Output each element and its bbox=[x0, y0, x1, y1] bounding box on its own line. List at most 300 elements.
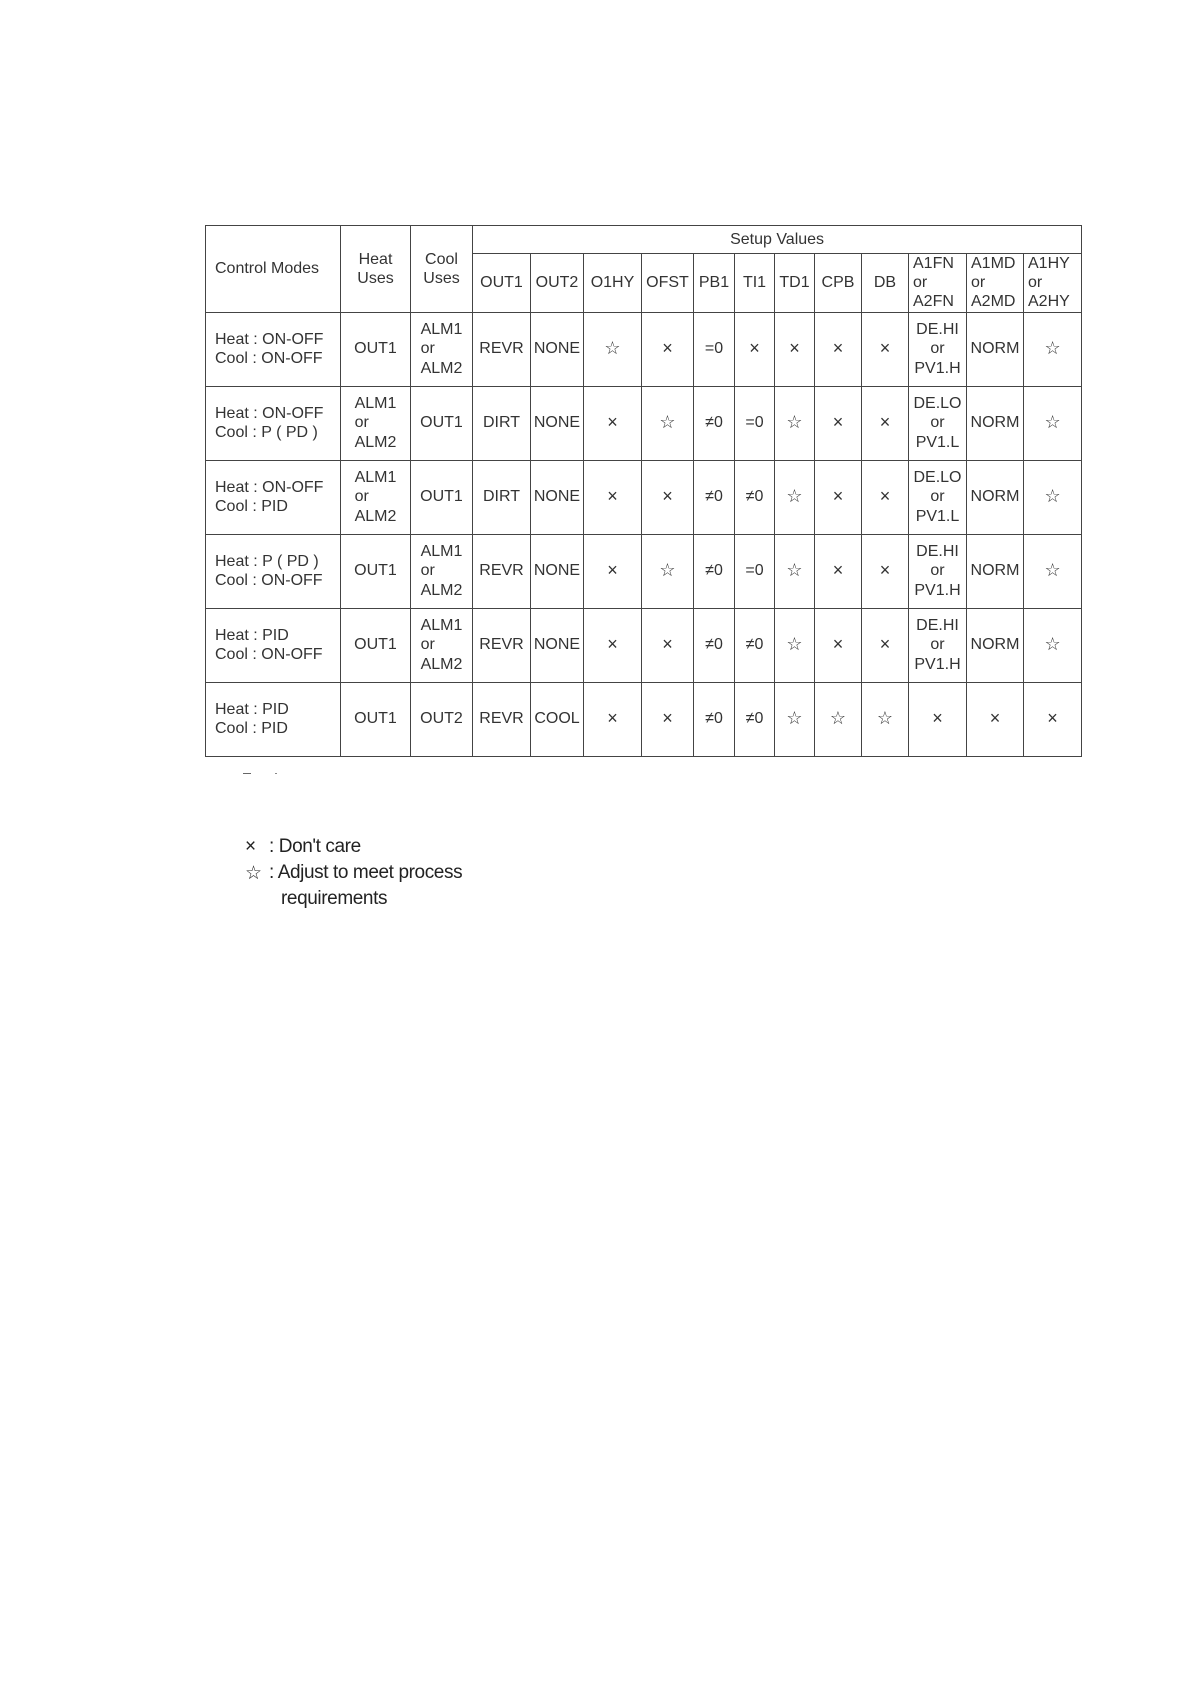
setup-value-cell bbox=[584, 534, 642, 608]
setup-value-cell bbox=[909, 608, 967, 682]
control-mode-line: Cool : PID bbox=[215, 720, 288, 738]
heat-uses-cell bbox=[341, 386, 411, 460]
heat-uses-cell-line: or bbox=[354, 488, 369, 506]
control-mode-cell bbox=[206, 386, 341, 460]
setup-value-cell bbox=[909, 386, 967, 460]
control-mode-line: Heat : P ( PD ) bbox=[215, 552, 319, 570]
setup-value-cell-line: × bbox=[832, 338, 844, 359]
control-mode-line: Cool : ON-OFF bbox=[215, 572, 323, 590]
setup-column-header-line: or bbox=[913, 274, 928, 292]
setup-value-cell-line: ☆ bbox=[1044, 634, 1061, 655]
setup-value-cell-line: × bbox=[789, 338, 800, 359]
setup-value-cell bbox=[1024, 312, 1082, 386]
setup-value-cell bbox=[862, 534, 909, 608]
setup-value-cell-content bbox=[880, 338, 891, 360]
setup-value-cell-line: NONE bbox=[533, 488, 581, 506]
setup-value-cell-content bbox=[830, 708, 846, 730]
setup-value-cell-line: × bbox=[749, 338, 760, 359]
setup-value-cell-content bbox=[914, 320, 960, 378]
setup-value-cell bbox=[531, 312, 584, 386]
setup-column-header-line: TI1 bbox=[742, 274, 767, 292]
cool-uses-cell-content bbox=[421, 320, 463, 378]
setup-value-cell bbox=[775, 312, 815, 386]
setup-value-cell-line: × bbox=[879, 634, 891, 655]
setup-value-cell bbox=[967, 608, 1024, 682]
setup-value-cell-content bbox=[607, 634, 618, 656]
setup-column-header-line: A2MD bbox=[971, 293, 1016, 311]
setup-value-cell-line: =0 bbox=[745, 562, 764, 580]
setup-column-header-line: PB1 bbox=[698, 274, 730, 292]
heat-uses-cell-content bbox=[354, 339, 397, 358]
setup-value-cell-content bbox=[659, 412, 675, 434]
setup-value-cell-content bbox=[745, 413, 763, 432]
setup-value-cell-content bbox=[971, 339, 1020, 358]
setup-value-cell-content bbox=[745, 561, 763, 580]
setup-value-cell bbox=[1024, 682, 1082, 756]
cool-uses-cell bbox=[411, 608, 473, 682]
heat-uses-cell-line: OUT1 bbox=[354, 710, 397, 728]
setup-value-cell-content bbox=[705, 635, 723, 654]
cool-uses-cell-line: ALM1 bbox=[420, 321, 463, 339]
setup-value-cell bbox=[967, 534, 1024, 608]
setup-column-header bbox=[531, 254, 584, 313]
setup-value-cell-content bbox=[971, 487, 1020, 506]
control-mode-line: Heat : ON-OFF bbox=[215, 478, 324, 496]
setup-value-cell-line: ≠0 bbox=[745, 710, 764, 728]
setup-column-header bbox=[967, 254, 1024, 313]
setup-value-cell-line: ☆ bbox=[604, 338, 621, 359]
setup-value-cell-line: ☆ bbox=[1044, 412, 1061, 433]
setup-value-cell-line: COOL bbox=[534, 710, 580, 728]
cool-uses-cell bbox=[411, 682, 473, 756]
setup-value-cell-content bbox=[479, 635, 523, 654]
setup-value-cell bbox=[531, 386, 584, 460]
setup-value-cell-content bbox=[833, 560, 844, 582]
heat-uses-cell bbox=[341, 608, 411, 682]
setup-column-header bbox=[775, 254, 815, 313]
setup-value-cell-line: REVR bbox=[479, 562, 524, 580]
setup-value-cell-content bbox=[971, 635, 1020, 654]
setup-value-cell bbox=[815, 312, 862, 386]
setup-value-cell bbox=[909, 312, 967, 386]
setup-value-cell-content bbox=[880, 634, 891, 656]
cool-uses-cell-line: OUT2 bbox=[420, 710, 463, 728]
setup-value-cell-line: REVR bbox=[479, 710, 524, 728]
setup-column-header-line: OFST bbox=[646, 274, 689, 292]
setup-value-cell bbox=[909, 534, 967, 608]
cool-uses-cell-content bbox=[420, 487, 463, 506]
control-mode-line: Heat : ON-OFF bbox=[215, 404, 324, 422]
heat-uses-header-line: Uses bbox=[357, 269, 394, 287]
cool-uses-cell-line: ALM1 bbox=[420, 617, 463, 635]
setup-value-cell bbox=[584, 608, 642, 682]
setup-value-cell-line: ≠0 bbox=[705, 414, 723, 432]
setup-value-cell-content bbox=[833, 412, 844, 434]
cool-uses-cell bbox=[411, 312, 473, 386]
setup-value-cell-content bbox=[990, 708, 1001, 730]
setup-value-cell-line: × bbox=[607, 486, 618, 507]
setup-value-cell bbox=[815, 608, 862, 682]
setup-value-cell bbox=[735, 534, 775, 608]
setup-value-cell bbox=[735, 608, 775, 682]
setup-value-cell-line: ≠0 bbox=[705, 710, 723, 728]
setup-value-cell bbox=[909, 682, 967, 756]
setup-value-cell bbox=[531, 534, 584, 608]
setup-value-cell bbox=[531, 608, 584, 682]
setup-column-header-line: O1HY bbox=[590, 274, 635, 292]
cool-uses-cell-line: or bbox=[420, 636, 435, 654]
setup-value-cell-content bbox=[604, 338, 620, 360]
setup-value-cell-content bbox=[1044, 486, 1060, 508]
setup-column-header-line: DB bbox=[873, 274, 897, 292]
setup-value-cell bbox=[815, 534, 862, 608]
heat-uses-cell bbox=[341, 312, 411, 386]
setup-value-cell-line: DE.HI bbox=[916, 617, 959, 635]
setup-column-header-line: A2FN bbox=[913, 293, 954, 311]
star-icon: ☆ bbox=[245, 863, 262, 884]
setup-value-cell bbox=[815, 682, 862, 756]
setup-value-cell-line: × bbox=[832, 412, 844, 433]
setup-value-cell bbox=[967, 682, 1024, 756]
setup-value-cell-content bbox=[914, 542, 960, 600]
setup-value-cell-content bbox=[877, 708, 893, 730]
setup-value-cell bbox=[642, 460, 694, 534]
setup-value-cell bbox=[473, 312, 531, 386]
setup-value-cell bbox=[735, 312, 775, 386]
setup-value-cell-line: =0 bbox=[704, 340, 724, 358]
heat-uses-cell-content bbox=[355, 394, 397, 452]
setup-column-header bbox=[815, 254, 862, 313]
setup-value-cell-line: ☆ bbox=[786, 412, 803, 433]
setup-value-cell-line: NONE bbox=[533, 340, 581, 358]
setup-value-cell-content bbox=[1047, 708, 1058, 730]
setup-value-cell bbox=[473, 460, 531, 534]
cool-uses-cell bbox=[411, 386, 473, 460]
setup-value-cell-line: × bbox=[832, 486, 844, 507]
heat-uses-cell-line: or bbox=[354, 414, 369, 432]
setup-value-cell-line: ☆ bbox=[786, 560, 803, 581]
setup-value-cell bbox=[862, 386, 909, 460]
setup-value-cell bbox=[775, 608, 815, 682]
setup-value-cell bbox=[1024, 460, 1082, 534]
setup-value-cell bbox=[967, 386, 1024, 460]
setup-value-cell-line: NORM bbox=[970, 562, 1020, 580]
heat-uses-cell-line: OUT1 bbox=[354, 340, 397, 358]
setup-value-cell-content bbox=[913, 468, 961, 526]
cool-uses-cell-content bbox=[421, 542, 463, 600]
setup-value-cell-line: or bbox=[930, 340, 945, 358]
setup-value-cell-line: PV1.L bbox=[915, 433, 960, 451]
legend-adjust-text: : Adjust to meet process bbox=[269, 862, 463, 883]
setup-value-cell-line: × bbox=[879, 412, 891, 433]
control-mode-cell bbox=[206, 534, 341, 608]
setup-column-header-line: OUT2 bbox=[535, 274, 579, 292]
page-mark bbox=[275, 773, 277, 774]
setup-value-cell-content bbox=[914, 616, 960, 674]
heat-uses-cell-line: OUT1 bbox=[354, 562, 397, 580]
setup-value-cell-content bbox=[483, 487, 520, 506]
legend-adjust-text-cont: requirements bbox=[281, 888, 388, 909]
setup-value-cell-line: ☆ bbox=[1044, 486, 1061, 507]
legend-dont-care-text: : Don't care bbox=[269, 836, 361, 857]
setup-value-cell-content bbox=[659, 560, 675, 582]
setup-value-cell-content bbox=[607, 486, 618, 508]
control-mode-line: Heat : ON-OFF bbox=[215, 330, 324, 348]
cool-uses-cell-line: OUT1 bbox=[420, 414, 463, 432]
setup-column-header-line: or bbox=[971, 274, 986, 292]
setup-value-cell-line: or bbox=[930, 488, 945, 506]
setup-column-header bbox=[1024, 254, 1082, 313]
page-mark bbox=[243, 773, 251, 774]
setup-value-cell bbox=[642, 682, 694, 756]
setup-value-cell-line: × bbox=[932, 708, 943, 729]
setup-column-header bbox=[909, 254, 967, 313]
setup-value-cell-line: DE.LO bbox=[913, 395, 962, 413]
setup-value-cell-line: NONE bbox=[533, 414, 581, 432]
setup-value-cell-content bbox=[534, 561, 580, 580]
setup-value-cell-content bbox=[607, 412, 618, 434]
setup-value-cell-content bbox=[705, 561, 723, 580]
setup-value-cell-content bbox=[971, 561, 1020, 580]
setup-value-cell-line: × bbox=[662, 708, 673, 729]
setup-value-cell bbox=[1024, 534, 1082, 608]
setup-value-cell bbox=[735, 460, 775, 534]
cool-uses-cell-line: or bbox=[420, 340, 435, 358]
setup-value-cell bbox=[642, 534, 694, 608]
cool-uses-cell bbox=[411, 460, 473, 534]
setup-value-cell bbox=[775, 460, 815, 534]
setup-value-cell bbox=[694, 386, 735, 460]
setup-value-cell-content bbox=[786, 412, 802, 434]
setup-value-cell-line: ☆ bbox=[1044, 560, 1061, 581]
setup-column-header-line: CPB bbox=[821, 274, 855, 292]
setup-values-header: Setup Values bbox=[473, 226, 1082, 254]
setup-value-cell bbox=[967, 312, 1024, 386]
setup-column-header-line: A1MD bbox=[971, 255, 1016, 272]
setup-value-cell bbox=[694, 460, 735, 534]
setup-value-cell-line: × bbox=[662, 634, 673, 655]
setup-value-cell-line: × bbox=[832, 560, 844, 581]
setup-value-cell bbox=[642, 608, 694, 682]
setup-value-cell bbox=[1024, 386, 1082, 460]
cool-uses-cell-content bbox=[420, 413, 463, 432]
setup-value-cell-content bbox=[705, 487, 723, 506]
cool-uses-cell-line: ALM2 bbox=[420, 359, 463, 377]
cool-uses-cell bbox=[411, 534, 473, 608]
cool-uses-cell-line: OUT1 bbox=[420, 488, 463, 506]
heat-uses-cell-line: ALM1 bbox=[354, 469, 397, 487]
setup-column-header-line: OUT1 bbox=[480, 274, 523, 292]
heat-uses-cell-content bbox=[354, 561, 397, 580]
setup-value-cell-content bbox=[705, 339, 723, 358]
setup-value-cell-content bbox=[534, 635, 580, 654]
setup-value-cell-line: ☆ bbox=[1044, 338, 1061, 359]
setup-column-header-line: A2HY bbox=[1028, 293, 1070, 311]
setup-value-cell-content bbox=[534, 709, 579, 728]
setup-value-cell-content bbox=[662, 486, 673, 508]
setup-value-cell-content bbox=[789, 338, 800, 360]
setup-value-cell-content bbox=[534, 413, 580, 432]
legend bbox=[245, 836, 462, 914]
setup-value-cell-content bbox=[880, 412, 891, 434]
setup-value-cell-content bbox=[1044, 634, 1060, 656]
setup-value-cell-line: DE.LO bbox=[913, 469, 962, 487]
setup-column-header bbox=[473, 254, 531, 313]
legend-adjust bbox=[245, 862, 462, 888]
setup-column-header-line: or bbox=[1028, 274, 1043, 292]
setup-value-cell-line: REVR bbox=[479, 340, 524, 358]
heat-uses-cell-content bbox=[354, 635, 397, 654]
setup-value-cell-line: PV1.H bbox=[914, 359, 961, 377]
heat-uses-cell-content bbox=[354, 709, 397, 728]
setup-value-cell-line: PV1.H bbox=[914, 581, 961, 599]
table-row bbox=[206, 312, 1082, 386]
setup-value-cell-line: × bbox=[607, 560, 618, 581]
setup-value-cell bbox=[694, 682, 735, 756]
setup-value-cell bbox=[735, 386, 775, 460]
setup-value-cell-line: DIRT bbox=[482, 488, 521, 506]
setup-value-cell-line: DIRT bbox=[482, 414, 521, 432]
setup-value-cell-line: NORM bbox=[970, 636, 1020, 654]
setup-value-cell-line: NORM bbox=[970, 414, 1020, 432]
control-mode-cell bbox=[206, 682, 341, 756]
setup-value-cell bbox=[1024, 608, 1082, 682]
setup-value-cell-line: NORM bbox=[970, 340, 1020, 358]
cool-uses-cell-line: ALM2 bbox=[420, 655, 463, 673]
setup-value-cell-content bbox=[534, 339, 580, 358]
table-row bbox=[206, 682, 1082, 756]
heat-uses-header-line: Heat bbox=[358, 250, 393, 268]
heat-uses-cell bbox=[341, 534, 411, 608]
setup-value-cell-line: NONE bbox=[533, 636, 581, 654]
table-row bbox=[206, 608, 1082, 682]
setup-value-cell bbox=[815, 386, 862, 460]
setup-value-cell bbox=[584, 460, 642, 534]
setup-value-cell-line: ☆ bbox=[876, 708, 894, 729]
heat-uses-cell-content bbox=[355, 468, 397, 526]
setup-column-header bbox=[694, 254, 735, 313]
setup-value-cell-content bbox=[705, 413, 723, 432]
setup-value-cell-content bbox=[749, 338, 760, 360]
setup-value-cell-line: × bbox=[662, 486, 673, 507]
setup-value-cell bbox=[909, 460, 967, 534]
cool-uses-header-line: Cool bbox=[425, 250, 458, 268]
cool-uses-cell-line: ALM2 bbox=[420, 581, 463, 599]
heat-uses-header bbox=[341, 226, 411, 313]
cool-uses-cell-line: or bbox=[420, 562, 435, 580]
setup-column-header-line: A1HY bbox=[1028, 255, 1070, 272]
cool-uses-cell-line: ALM1 bbox=[420, 543, 463, 561]
control-mode-line: Cool : PID bbox=[215, 498, 288, 516]
control-mode-line: Heat : PID bbox=[215, 700, 289, 718]
heat-uses-cell bbox=[341, 460, 411, 534]
setup-value-cell-content bbox=[833, 338, 844, 360]
setup-value-cell-content bbox=[880, 486, 891, 508]
setup-value-cell bbox=[694, 534, 735, 608]
setup-value-cell-content bbox=[705, 709, 723, 728]
heat-uses-cell-line: ALM2 bbox=[354, 507, 397, 525]
setup-value-cell-line: or bbox=[930, 562, 945, 580]
cross-icon: × bbox=[245, 836, 256, 857]
setup-value-cell-content bbox=[534, 487, 580, 506]
cool-uses-cell-content bbox=[421, 616, 463, 674]
setup-value-cell-line: ☆ bbox=[659, 412, 676, 433]
setup-value-cell-line: DE.HI bbox=[916, 321, 959, 339]
setup-value-cell-content bbox=[662, 634, 673, 656]
setup-value-cell-line: × bbox=[879, 338, 891, 359]
setup-value-cell-content bbox=[786, 634, 802, 656]
setup-value-cell-line: ≠0 bbox=[705, 562, 723, 580]
setup-value-cell-line: ☆ bbox=[659, 560, 676, 581]
setup-value-cell-line: or bbox=[930, 414, 945, 432]
setup-value-cell-line: × bbox=[607, 412, 618, 433]
heat-uses-cell bbox=[341, 682, 411, 756]
setup-value-cell bbox=[584, 682, 642, 756]
control-mode-cell bbox=[206, 312, 341, 386]
setup-value-cell bbox=[967, 460, 1024, 534]
heat-uses-cell-line: ALM2 bbox=[354, 433, 397, 451]
setup-value-cell-content bbox=[833, 486, 844, 508]
setup-value-cell bbox=[775, 682, 815, 756]
setup-value-cell-line: PV1.L bbox=[915, 507, 960, 525]
control-mode-cell bbox=[206, 460, 341, 534]
setup-value-cell bbox=[642, 386, 694, 460]
setup-value-cell-content bbox=[913, 394, 961, 452]
setup-value-cell-content bbox=[786, 486, 802, 508]
setup-value-cell bbox=[584, 386, 642, 460]
setup-value-cell-line: × bbox=[832, 634, 844, 655]
setup-value-cell-line: NORM bbox=[970, 488, 1020, 506]
setup-value-cell bbox=[473, 682, 531, 756]
control-modes-header: Control Modes bbox=[206, 226, 341, 313]
setup-column-header-line: TD1 bbox=[779, 274, 810, 292]
setup-value-cell bbox=[862, 682, 909, 756]
setup-value-cell-content bbox=[786, 708, 802, 730]
setup-column-header bbox=[584, 254, 642, 313]
setup-value-cell-line: ☆ bbox=[786, 486, 803, 507]
setup-value-cell-content bbox=[880, 560, 891, 582]
setup-value-cell bbox=[815, 460, 862, 534]
setup-value-cell bbox=[531, 460, 584, 534]
setup-value-cell bbox=[694, 312, 735, 386]
setup-value-cell-content bbox=[833, 634, 844, 656]
setup-column-header bbox=[642, 254, 694, 313]
setup-value-cell-line: ≠0 bbox=[705, 636, 723, 654]
setup-value-cell bbox=[473, 608, 531, 682]
cool-uses-header-line: Uses bbox=[423, 269, 460, 287]
setup-value-cell-content bbox=[607, 560, 618, 582]
setup-value-cell bbox=[473, 386, 531, 460]
setup-value-cell-line: × bbox=[879, 486, 891, 507]
setup-value-cell-line: × bbox=[662, 338, 673, 359]
setup-value-cell-line: × bbox=[989, 708, 1001, 729]
setup-value-cell-line: × bbox=[879, 560, 891, 581]
heat-uses-cell-line: ALM1 bbox=[354, 395, 397, 413]
setup-value-cell-content bbox=[932, 708, 943, 730]
setup-value-cell-content bbox=[746, 487, 764, 506]
setup-value-cell-line: NONE bbox=[533, 562, 581, 580]
table-row bbox=[206, 386, 1082, 460]
setup-value-cell-line: DE.HI bbox=[916, 543, 959, 561]
setup-value-cell-content bbox=[746, 709, 764, 728]
setup-value-cell-content bbox=[1044, 560, 1060, 582]
control-mode-cell bbox=[206, 608, 341, 682]
setup-value-cell bbox=[694, 608, 735, 682]
setup-value-cell bbox=[775, 386, 815, 460]
setup-value-cell-line: × bbox=[607, 634, 618, 655]
setup-value-cell-content bbox=[971, 413, 1020, 432]
control-mode-line: Cool : P ( PD ) bbox=[215, 424, 318, 442]
